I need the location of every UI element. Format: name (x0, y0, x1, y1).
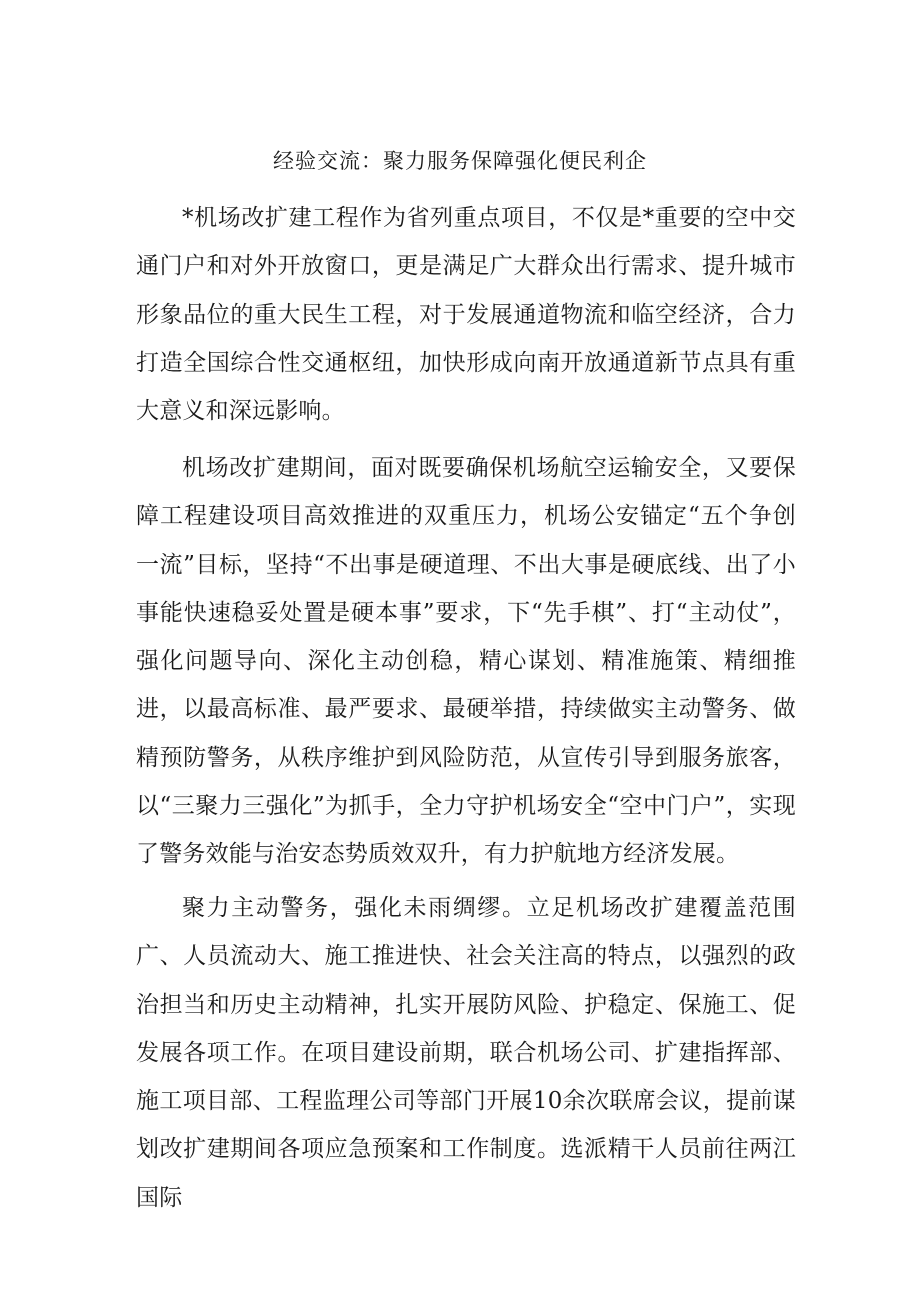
paragraph-3: 聚力主动警务，强化未雨绸缪。立足机场改扩建覆盖范围广、人员流动大、施工推进快、社会关注高的特点，以强烈的政治担当和历史主动精神，扎实开展防风险、护稳定、保施工、促发展各项工作。在项目建设前期，联合机场公司、扩建指挥部、施工项目部、工程监理公司等部门开展10余次联席会议，提前谋划改扩建期间各项应急预案和工作制度。选派精干人员前往两江国际 (136, 895, 796, 1211)
document-title: 经验交流：聚力服务保障强化便民利企 (273, 149, 647, 173)
paragraph-2: 机场改扩建期间，面对既要确保机场航空运输安全，又要保障工程建设项目高效推进的双重压力，机场公安锚定“五个争创一流”目标，坚持“不出事是硬道理、不出大事是硬底线、出了小事能快速稳妥处置是硬本事”要求，下“先手棋”、打“主动仗”，强化问题导向、深化主动创稳，精心谋划、精准施策、精细推进，以最高标准、最严要求、最硬举措，持续做实主动警务、做精预防警务，从秩序维护到风险防范，从宣传引导到服务旅客，以“三聚力三强化”为抓手，全力守护机场安全“空中门户”，实现了警务效能与治安态势质效双升，有力护航地方经济发展。 (136, 455, 796, 868)
paragraph-1: *机场改扩建工程作为省列重点项目，不仅是*重要的空中交通门户和对外开放窗口，更是满足广大群众出行需求、提升城市形象品位的重大民生工程，对于发展通道物流和临空经济，合力打造全国综合性交通枢纽，加快形成向南开放通道新节点具有重大意义和深远影响。 (136, 205, 796, 425)
